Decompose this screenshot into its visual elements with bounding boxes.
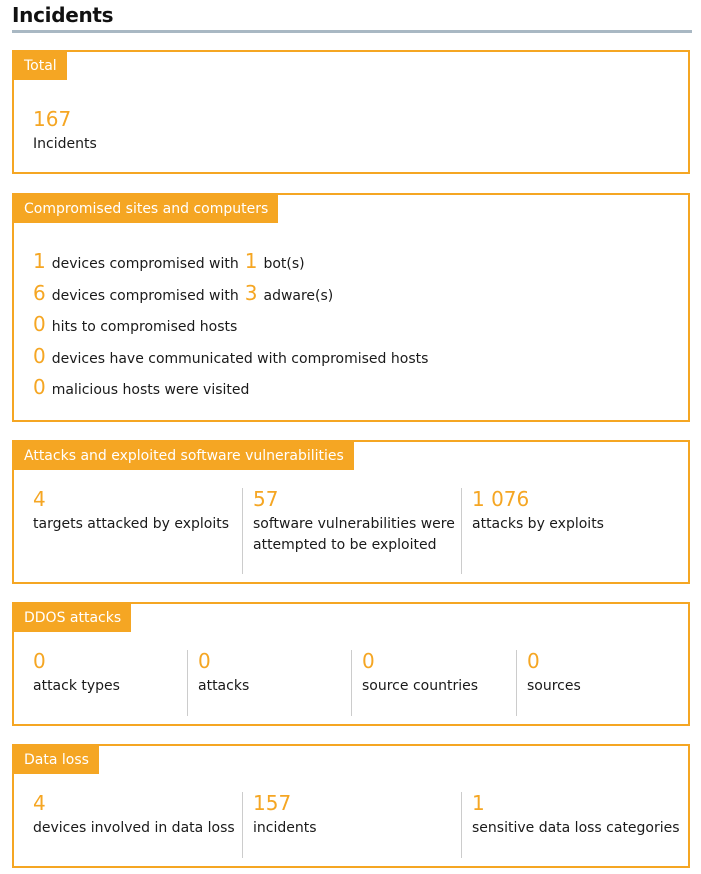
stat-label: source countries <box>362 678 478 694</box>
communicated-text: devices have communicated with compromised hosts <box>51 350 429 367</box>
bots-devices-text: devices compromised with <box>51 256 239 272</box>
stat-targets-attacked <box>14 488 242 574</box>
stat-value: 4 <box>33 791 46 815</box>
stat-sensitive-categories <box>461 792 688 858</box>
compromised-communicated-row <box>33 345 434 377</box>
total-incidents-label: Incidents <box>33 136 97 152</box>
attacks-card <box>12 440 690 584</box>
stat-label: attack types <box>33 678 120 694</box>
title-divider <box>12 30 692 33</box>
attacks-card-header: Attacks and exploited software vulnerabilities <box>14 442 354 470</box>
stat-source-countries <box>351 650 516 716</box>
stat-value: 0 <box>33 649 46 673</box>
data-loss-stats <box>14 792 688 858</box>
stat-value: 157 <box>253 791 292 815</box>
bots-count-value: 1 <box>244 249 258 273</box>
communicated-value: 0 <box>33 343 46 368</box>
adware-devices-value: 6 <box>33 280 46 305</box>
compromised-hits-row <box>33 313 434 345</box>
bots-suffix: bot(s) <box>263 256 305 272</box>
stat-label: incidents <box>253 820 317 836</box>
total-incidents-value: 167 <box>33 107 72 131</box>
data-loss-card <box>12 744 690 868</box>
stat-label: attacks <box>198 678 250 694</box>
ddos-card <box>12 602 690 726</box>
compromised-visited-row <box>33 376 434 408</box>
ddos-stats <box>14 650 688 716</box>
stat-attacks <box>187 650 351 716</box>
compromised-card <box>12 193 690 422</box>
adware-suffix: adware(s) <box>263 287 334 304</box>
stat-label: software vulnerabilities were attempted to be exploited <box>253 516 455 553</box>
compromised-list <box>33 250 434 408</box>
stat-value: 0 <box>198 649 211 673</box>
compromised-adware-row <box>33 282 434 314</box>
hits-value: 0 <box>33 312 46 336</box>
stat-label: devices involved in data loss <box>33 820 235 836</box>
stat-sources <box>516 650 688 716</box>
hits-text: hits to compromised hosts <box>51 319 238 335</box>
total-card-header: Total <box>14 52 67 80</box>
ddos-card-header: DDOS attacks <box>14 604 131 632</box>
visited-value: 0 <box>33 375 46 399</box>
bots-devices-value: 1 <box>33 249 46 273</box>
stat-devices-data-loss <box>14 792 242 858</box>
stat-label: sensitive data loss categories <box>472 820 680 836</box>
stat-value: 1 <box>472 791 485 815</box>
stat-label: sources <box>527 678 581 694</box>
stat-value: 57 <box>253 487 279 511</box>
total-card <box>12 50 690 174</box>
adware-count-value: 3 <box>244 280 258 305</box>
data-loss-card-header: Data loss <box>14 746 99 774</box>
stat-vulnerabilities-exploited <box>242 488 461 574</box>
stat-data-loss-incidents <box>242 792 461 858</box>
stat-value: 1 076 <box>472 487 530 511</box>
page-title: Incidents <box>12 3 114 27</box>
stat-value: 4 <box>33 487 46 511</box>
attacks-stats <box>14 488 688 574</box>
stat-value: 0 <box>362 649 375 673</box>
stat-attacks-by-exploits <box>461 488 688 574</box>
stat-label: attacks by exploits <box>472 516 604 532</box>
visited-text: malicious hosts were visited <box>51 382 250 398</box>
compromised-card-header: Compromised sites and computers <box>14 195 278 223</box>
stat-value: 0 <box>527 649 540 673</box>
compromised-bots-row <box>33 250 434 282</box>
adware-devices-text: devices compromised with <box>51 287 239 304</box>
stat-label: targets attacked by exploits <box>33 516 229 532</box>
stat-attack-types <box>14 650 187 716</box>
